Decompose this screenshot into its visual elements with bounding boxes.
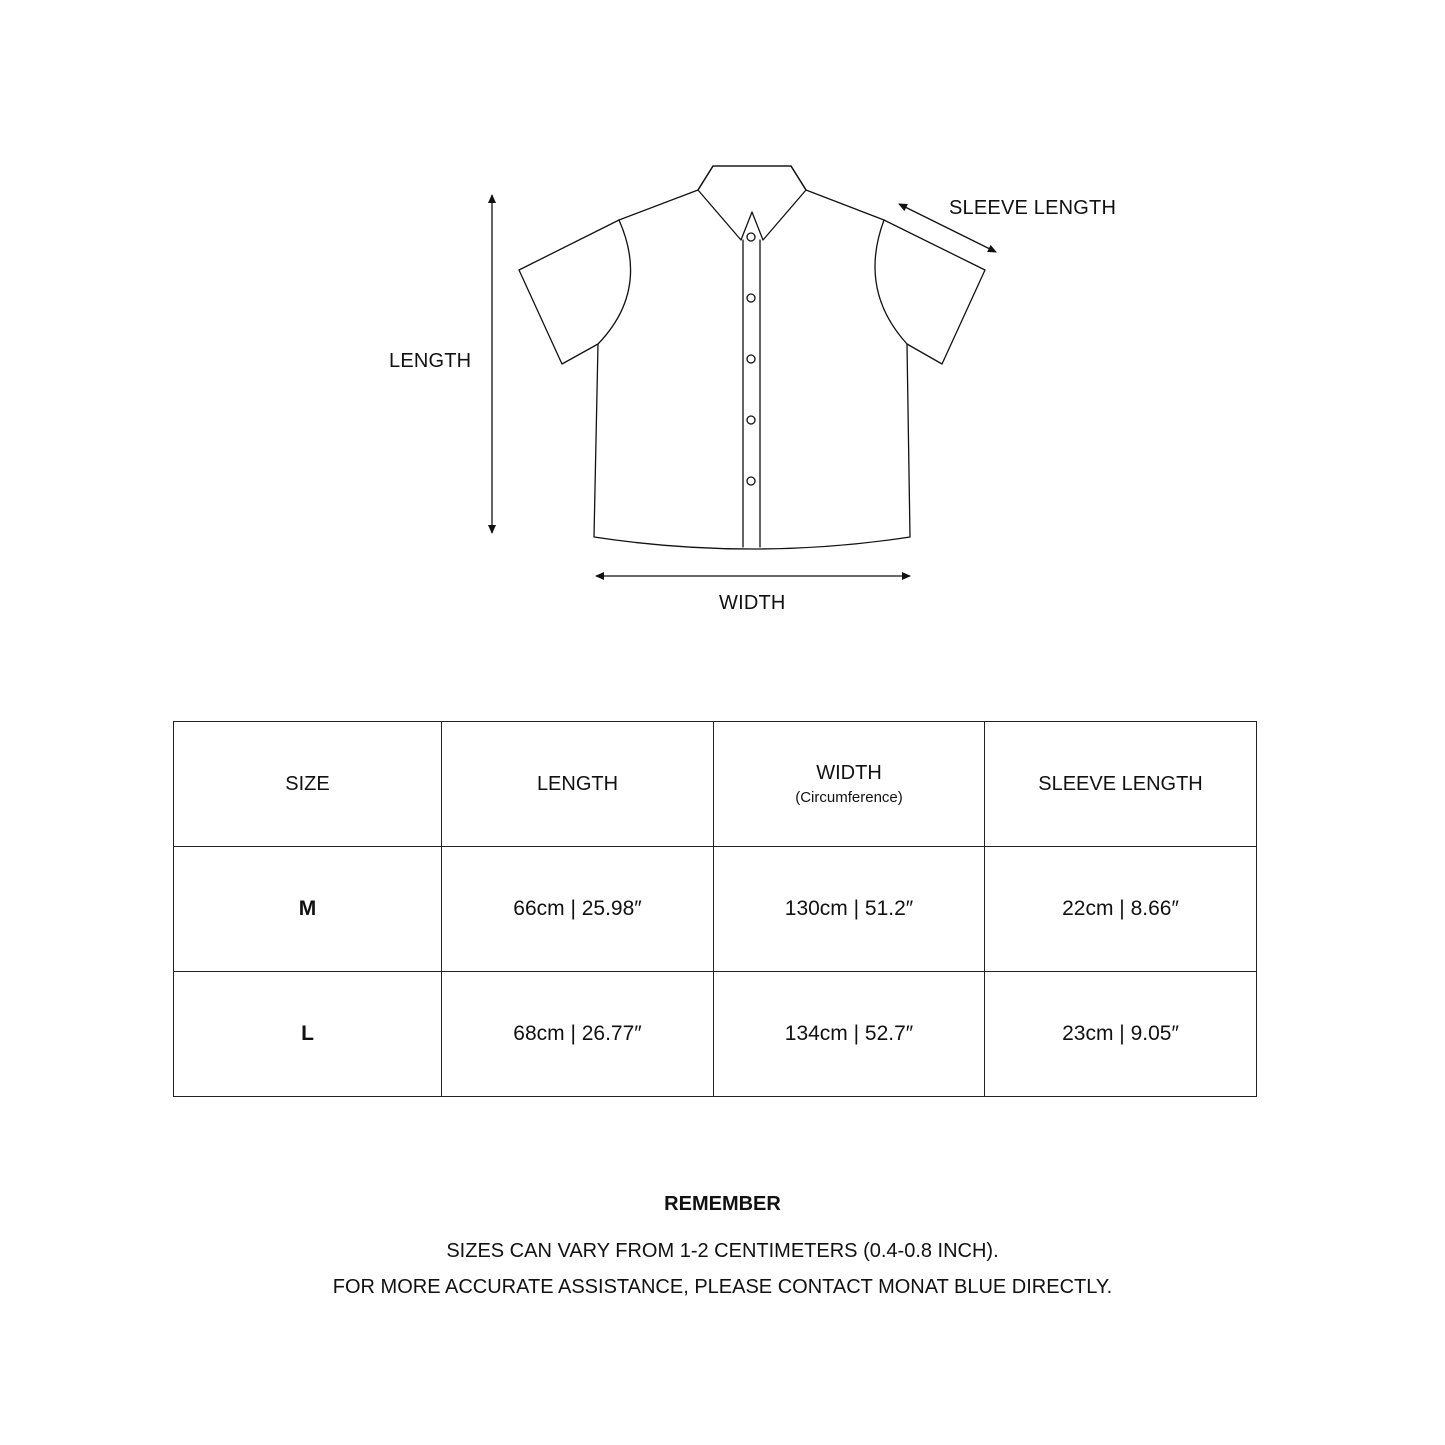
shirt-buttons <box>747 233 755 485</box>
cell-sleeve-length: 22cm | 8.66″ <box>985 847 1257 972</box>
shirt-collar <box>698 166 806 240</box>
shirt-button <box>747 416 755 424</box>
size-chart-table <box>173 721 1257 1097</box>
cell-length: 68cm | 26.77″ <box>442 972 714 1097</box>
notes-line-1: SIZES CAN VARY FROM 1-2 CENTIMETERS (0.4-0.8 INCH). <box>446 1240 999 1262</box>
cell-width: 130cm | 51.2″ <box>714 847 985 972</box>
sleeve-length-label: SLEEVE LENGTH <box>949 197 1117 219</box>
width-label: WIDTH <box>719 592 786 614</box>
cell-sleeve-length: 23cm | 9.05″ <box>985 972 1257 1097</box>
shirt-diagram-svg <box>0 0 1445 660</box>
table-header-row <box>174 722 1257 847</box>
measurement-diagram <box>0 0 1445 660</box>
header-size: SIZE <box>174 722 442 847</box>
shirt-placket <box>743 240 760 547</box>
left-armhole <box>598 220 631 344</box>
shirt-button <box>747 477 755 485</box>
cell-size: M <box>174 847 442 972</box>
table-row <box>174 972 1257 1097</box>
table-row <box>174 847 1257 972</box>
header-width-label: WIDTH <box>816 762 882 784</box>
shirt-button <box>747 355 755 363</box>
cell-size: L <box>174 972 442 1097</box>
header-sleeve-length: SLEEVE LENGTH <box>985 722 1257 847</box>
notes-title: REMEMBER <box>664 1193 781 1215</box>
header-width <box>714 722 985 847</box>
shirt-button <box>747 233 755 241</box>
cell-width: 134cm | 52.7″ <box>714 972 985 1097</box>
notes-line-2: FOR MORE ACCURATE ASSISTANCE, PLEASE CONTACT MONAT BLUE DIRECTLY. <box>332 1276 1113 1298</box>
cell-length: 66cm | 25.98″ <box>442 847 714 972</box>
shirt-button <box>747 294 755 302</box>
right-armhole <box>875 220 907 344</box>
header-width-note: (Circumference) <box>795 789 903 806</box>
length-label: LENGTH <box>389 350 472 372</box>
header-length: LENGTH <box>442 722 714 847</box>
